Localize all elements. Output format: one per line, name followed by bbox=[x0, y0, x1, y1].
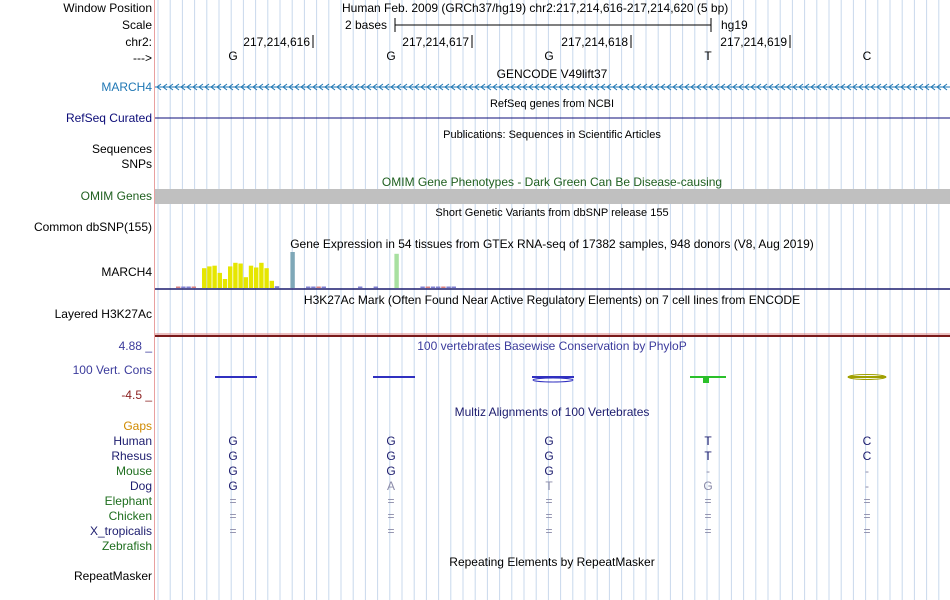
aligned-base: G bbox=[228, 449, 238, 463]
aligned-base: = bbox=[387, 509, 395, 523]
species-label[interactable]: Dog bbox=[129, 479, 152, 493]
coordinate-label: 217,214,619 bbox=[720, 35, 787, 49]
phylop-min-label: -4.5 _ bbox=[121, 388, 152, 402]
scale-label: Scale bbox=[121, 18, 152, 32]
aligned-base: C bbox=[862, 449, 872, 463]
track-label-refseq[interactable]: RefSeq Curated bbox=[65, 111, 152, 125]
track-label-omim[interactable]: OMIM Genes bbox=[80, 189, 152, 203]
chrom-label: chr2: bbox=[125, 35, 152, 49]
coordinate-label: 217,214,618 bbox=[561, 35, 628, 49]
coordinate-label: 217,214,617 bbox=[402, 35, 469, 49]
gtex-bar bbox=[374, 287, 378, 289]
species-label[interactable]: Elephant bbox=[104, 494, 152, 508]
gtex-bar bbox=[228, 266, 232, 288]
gtex-bar bbox=[452, 287, 456, 289]
aligned-base: G bbox=[703, 479, 713, 493]
reference-base[interactable]: G bbox=[544, 49, 554, 63]
track-label-phylop[interactable]: 100 Vert. Cons bbox=[72, 363, 152, 377]
gtex-bar bbox=[426, 287, 430, 289]
gtex-bar bbox=[238, 264, 242, 288]
track-labels-column bbox=[0, 0, 155, 600]
aligned-base: G bbox=[228, 479, 238, 493]
aligned-base: = bbox=[704, 509, 712, 523]
phylop-mark bbox=[215, 376, 257, 378]
aligned-base: = bbox=[545, 494, 553, 508]
aligned-base: T bbox=[704, 449, 712, 463]
gtex-bar bbox=[306, 287, 310, 289]
aligned-base: = bbox=[704, 524, 712, 538]
gtex-bar bbox=[249, 266, 253, 288]
gtex-bar bbox=[394, 254, 398, 288]
h3k27ac-track-title: H3K27Ac Mark (Often Found Near Active Regulatory Elements) on 7 cell lines from ENCODE bbox=[303, 293, 801, 307]
track-label-gaps[interactable]: Gaps bbox=[123, 419, 152, 433]
phylop-mark bbox=[690, 376, 726, 378]
assembly-position-text: Human Feb. 2009 (GRCh37/hg19) chr2:217,214,616-217,214,620 (5 bp) bbox=[342, 1, 729, 15]
gtex-bar bbox=[192, 287, 196, 289]
phylop-mark bbox=[703, 378, 709, 383]
omim-track-title: OMIM Gene Phenotypes - Dark Green Can Be Disease-causing bbox=[381, 175, 723, 189]
phylop-mark bbox=[373, 376, 415, 378]
aligned-base: = bbox=[863, 524, 871, 538]
aligned-base: = bbox=[229, 494, 237, 508]
repeatmasker-track-title: Repeating Elements by RepeatMasker bbox=[449, 555, 655, 569]
species-label[interactable]: Human bbox=[113, 434, 152, 448]
gtex-bar bbox=[436, 287, 440, 289]
gencode-track-title: GENCODE V49lift37 bbox=[496, 67, 608, 81]
omim-bar bbox=[155, 189, 950, 204]
tracks-area[interactable] bbox=[155, 0, 950, 600]
aligned-base: A bbox=[386, 479, 396, 493]
aligned-base: = bbox=[863, 509, 871, 523]
aligned-base: = bbox=[545, 524, 553, 538]
scale-text: 2 bases bbox=[345, 18, 388, 32]
phylop-track-title: 100 vertebrates Basewise Conservation by PhyloP bbox=[417, 339, 687, 353]
gtex-bar bbox=[202, 268, 206, 288]
gtex-bar bbox=[431, 287, 435, 289]
aligned-base: = bbox=[229, 509, 237, 523]
gtex-bar bbox=[441, 287, 445, 289]
aligned-base: G bbox=[544, 449, 554, 463]
gtex-bar bbox=[311, 287, 315, 289]
gtex-bar bbox=[446, 287, 450, 289]
aligned-base: G bbox=[228, 464, 238, 478]
gtex-bar bbox=[186, 287, 190, 289]
aligned-base: T bbox=[704, 434, 712, 448]
gtex-bar bbox=[207, 266, 211, 288]
species-label[interactable]: Mouse bbox=[115, 464, 152, 478]
gtex-bar bbox=[233, 263, 237, 288]
aligned-base: - bbox=[865, 479, 869, 493]
track-label-dbsnp[interactable]: Common dbSNP(155) bbox=[33, 220, 152, 234]
species-labels bbox=[0, 0, 155, 600]
aligned-base: T bbox=[545, 479, 553, 493]
dbsnp-track-title: Short Genetic Variants from dbSNP release 155 bbox=[435, 207, 669, 219]
aligned-base: G bbox=[386, 449, 396, 463]
gtex-bar bbox=[290, 252, 294, 288]
aligned-base: - bbox=[865, 464, 869, 478]
gtex-bar bbox=[212, 266, 216, 288]
reference-base[interactable]: G bbox=[228, 49, 238, 63]
reference-base[interactable]: C bbox=[862, 49, 872, 63]
coordinate-label: 217,214,616 bbox=[243, 35, 310, 49]
reference-base[interactable]: G bbox=[386, 49, 396, 63]
aligned-base: G bbox=[386, 464, 396, 478]
aligned-base: = bbox=[863, 494, 871, 508]
aligned-base: = bbox=[229, 524, 237, 538]
track-label-h3k27ac[interactable]: Layered H3K27Ac bbox=[54, 307, 152, 321]
aligned-base: - bbox=[706, 464, 710, 478]
track-label-gencode[interactable]: MARCH4 bbox=[101, 80, 152, 94]
track-label-sequences[interactable]: Sequences bbox=[91, 142, 152, 156]
species-label[interactable]: X_tropicalis bbox=[89, 524, 152, 538]
species-label[interactable]: Chicken bbox=[108, 509, 152, 523]
strand-label: ---> bbox=[133, 51, 152, 65]
track-label-repeatmasker[interactable]: RepeatMasker bbox=[73, 569, 152, 583]
aligned-base: G bbox=[544, 464, 554, 478]
gtex-bar bbox=[358, 287, 362, 289]
publications-track-title: Publications: Sequences in Scientific Articles bbox=[443, 129, 661, 141]
gtex-bar bbox=[316, 287, 320, 289]
gtex-track-title: Gene Expression in 54 tissues from GTEx RNA-seq of 17382 samples, 948 donors (V8, Aug 2019) bbox=[290, 237, 814, 251]
gtex-bar bbox=[176, 287, 180, 289]
phylop-mark bbox=[848, 376, 886, 378]
gtex-bar bbox=[270, 281, 274, 288]
gtex-bar bbox=[244, 277, 248, 288]
aligned-base: = bbox=[704, 494, 712, 508]
aligned-base: = bbox=[545, 509, 553, 523]
aligned-base: G bbox=[544, 434, 554, 448]
gtex-bar bbox=[181, 287, 185, 289]
gtex-bar bbox=[420, 287, 424, 289]
gtex-bar bbox=[322, 287, 326, 289]
gtex-bar bbox=[259, 263, 263, 288]
window-position-label: Window Position bbox=[63, 1, 152, 15]
gtex-bar bbox=[218, 273, 222, 288]
scale-assembly-text: hg19 bbox=[721, 18, 748, 32]
multiz-track-title: Multiz Alignments of 100 Vertebrates bbox=[454, 405, 650, 419]
refseq-track-title: RefSeq genes from NCBI bbox=[489, 98, 615, 110]
aligned-base: G bbox=[386, 434, 396, 448]
gtex-bar bbox=[264, 268, 268, 288]
gtex-bar bbox=[254, 267, 258, 288]
reference-base[interactable]: T bbox=[704, 49, 712, 63]
phylop-max-label: 4.88 _ bbox=[118, 339, 152, 353]
species-label[interactable]: Rhesus bbox=[111, 449, 152, 463]
gtex-bar bbox=[223, 279, 227, 288]
phylop-mark bbox=[533, 378, 573, 382]
track-label-snps[interactable]: SNPs bbox=[121, 157, 152, 171]
aligned-base: = bbox=[387, 494, 395, 508]
species-label[interactable]: Zebrafish bbox=[101, 539, 152, 553]
gtex-bar bbox=[275, 286, 279, 288]
aligned-base: = bbox=[387, 524, 395, 538]
aligned-base: G bbox=[228, 434, 238, 448]
track-label-gtex[interactable]: MARCH4 bbox=[101, 265, 152, 279]
aligned-base: C bbox=[862, 434, 872, 448]
